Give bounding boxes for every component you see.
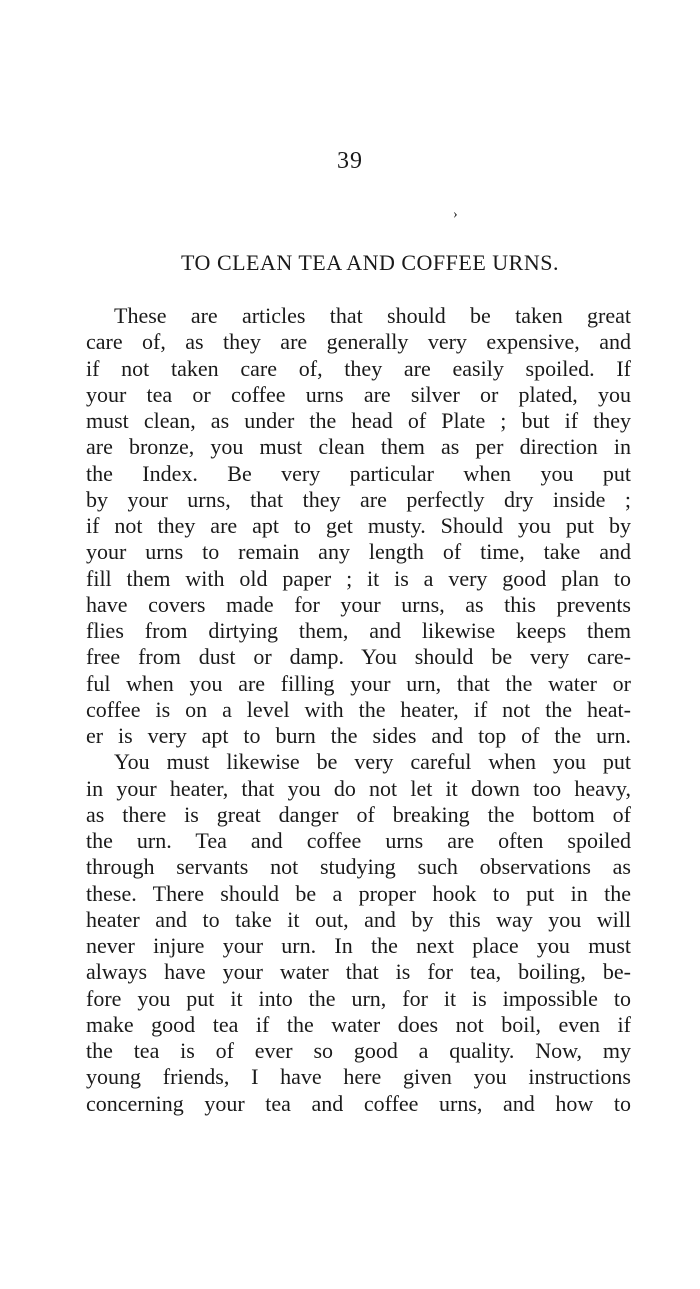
body-text: [86, 303, 631, 1117]
text-line: care of, as they are generally very expensive, and: [86, 329, 631, 355]
section-heading: TO CLEAN TEA AND COFFEE URNS.: [181, 250, 559, 275]
text-line: the urn. Tea and coffee urns are often spoiled: [86, 828, 631, 853]
text-line: the Index. Be very particular when you put: [86, 460, 631, 486]
text-line: fill them with old paper ; it is a very good plan to: [86, 565, 631, 591]
text-line: young friends, I have here given you instructions: [86, 1064, 631, 1090]
printer-mark: ›: [453, 207, 458, 222]
text-line: fore you put it into the urn, for it is impossible to: [86, 985, 631, 1011]
text-line: ful when you are filling your urn, that the water or: [86, 670, 631, 696]
text-line: always have your water that is for tea, boiling, be-: [86, 959, 631, 985]
text-line: if not they are apt to get musty. Should you put by: [86, 513, 631, 538]
text-line: by your urns, that they are perfectly dry inside ;: [86, 486, 631, 512]
text-line: these. There should be a proper hook to put in the: [86, 880, 631, 906]
text-line: concerning your tea and coffee urns, and how to: [86, 1090, 631, 1116]
text-line: through servants not studying such observations as: [86, 854, 631, 880]
text-line: your tea or coffee urns are silver or plated, you: [86, 381, 631, 407]
text-line: heater and to take it out, and by this way you will: [86, 906, 631, 932]
text-line: make good tea if the water does not boil, even if: [86, 1011, 631, 1037]
text-line: These are articles that should be taken great: [114, 303, 631, 328]
page-number: 39: [337, 148, 363, 174]
text-line: coffee is on a level with the heater, if not the heat-: [86, 696, 631, 722]
text-line: er is very apt to burn the sides and top of the urn.: [86, 723, 631, 748]
text-line: free from dust or damp. You should be very care-: [86, 644, 631, 670]
text-line: flies from dirtying them, and likewise keeps them: [86, 618, 631, 643]
text-line: the tea is of ever so good a quality. Now, my: [86, 1038, 631, 1063]
text-line: as there is great danger of breaking the bottom of: [86, 801, 631, 827]
text-line: never injure your urn. In the next place you must: [86, 933, 631, 958]
text-line: are bronze, you must clean them as per direction in: [86, 434, 631, 460]
text-line: have covers made for your urns, as this prevents: [86, 591, 631, 617]
text-line: if not taken care of, they are easily spoiled. If: [86, 355, 631, 381]
text-line: must clean, as under the head of Plate ; but if they: [86, 408, 631, 433]
text-line: You must likewise be very careful when you put: [114, 749, 631, 775]
text-line: in your heater, that you do not let it down too heavy,: [86, 775, 631, 801]
text-line: your urns to remain any length of time, take and: [86, 539, 631, 565]
